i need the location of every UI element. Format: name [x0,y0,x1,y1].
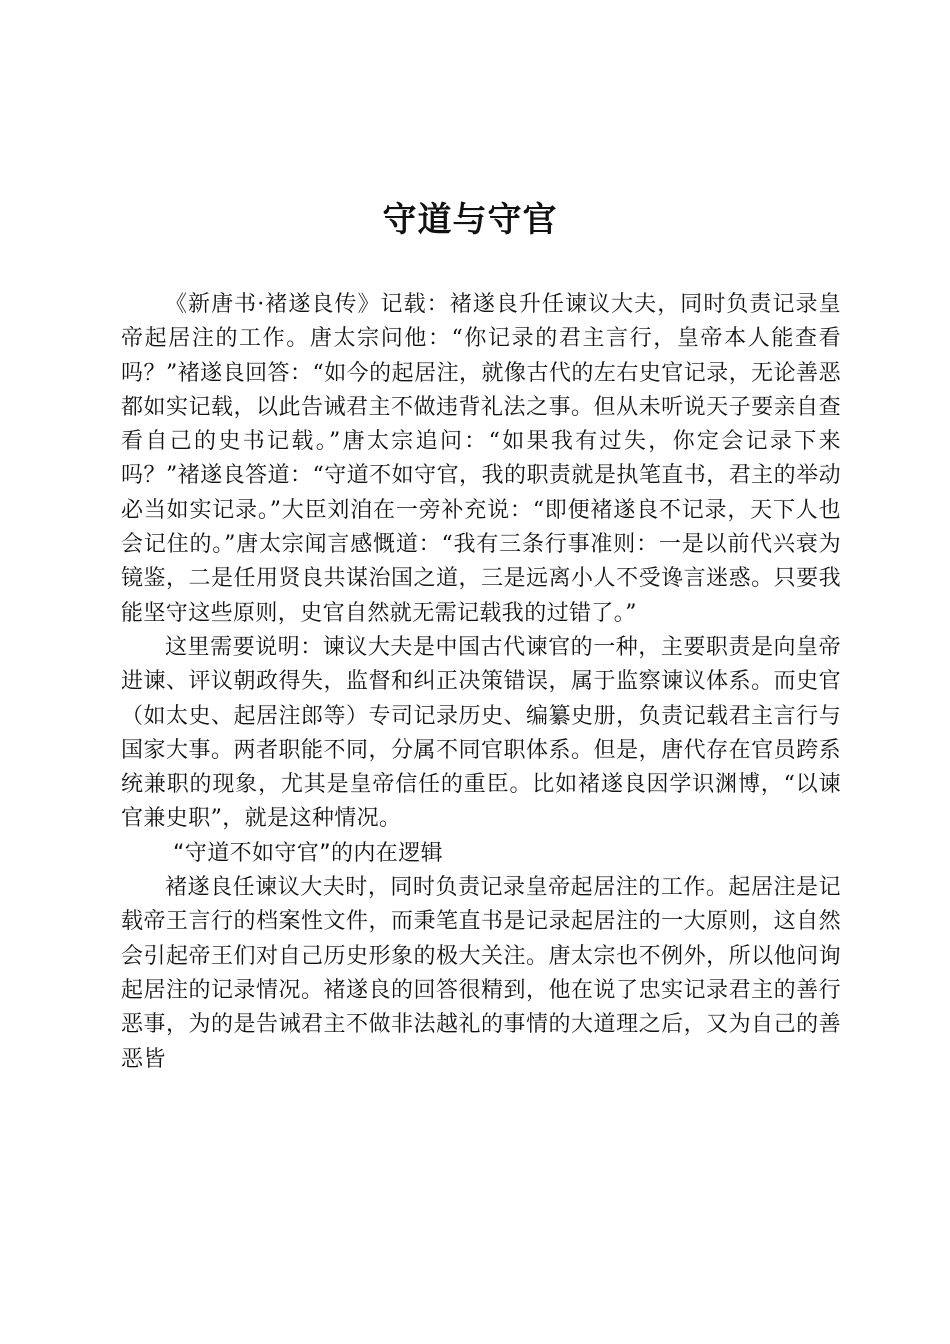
section-subheading: “守道不如守官”的内在逻辑 [173,840,443,866]
paragraph-2: 这里需要说明：谏议大夫是中国古代谏官的一种，主要职责是向皇帝进谏、评议朝政得失，监督和纠正决策错误，属于监察谏议体系。而史官（如太史、起居注郎等）专司记录历史、编纂史册，负责记载君主言行与国家大事。两者职能不同，分属不同官职体系。但是，唐代存在官员跨系统兼职的现象，尤其是皇帝信任的重臣。比如褚遂良因学识渊博，“以谏官兼史职”，就是这种情况。 [121,634,841,832]
paragraph-1: 《新唐书·褚遂良传》记载：褚遂良升任谏议大夫，同时负责记录皇帝起居注的工作。唐太宗问他：“你记录的君主言行，皇帝本人能查看吗？”褚遂良回答：“如今的起居注，就像古代的左右史官记录，无论善恶都如实记载，以此告诫君主不做违背礼法之事。但从未听说天子要亲自查看自己的史书记载。”唐太宗追问：“如果我有过失，你定会记录下来吗？”褚遂良答道：“守道不如守官，我的职责就是执笔直书，君主的举动必当如实记录。”大臣刘洎在一旁补充说：“即便褚遂良不记录，天下人也会记住的。”唐太宗闻言感慨道：“我有三条行事准则：一是以前代兴衰为镜鉴，二是任用贤良共谋治国之道，三是远离小人不受谗言迷惑。只要我能坚守这些原则，史官自然就无需记载我的过错了。” [121,292,841,626]
paragraph-3: 褚遂良任谏议大夫时，同时负责记录皇帝起居注的工作。起居注是记载帝王言行的档案性文件，而秉笔直书是记录起居注的一大原则，这自然会引起帝王们对自己历史形象的极大关注。唐太宗也不例外，所以他问询起居注的记录情况。褚遂良的回答很精到，他在说了忠实记录君主的善行恶事，为的是告诫君主不做非法越礼的事情的大道理之后，又为自己的善恶皆 [121,875,841,1072]
document-body [121,288,841,1077]
document-title: 守道与守官 [382,200,558,240]
